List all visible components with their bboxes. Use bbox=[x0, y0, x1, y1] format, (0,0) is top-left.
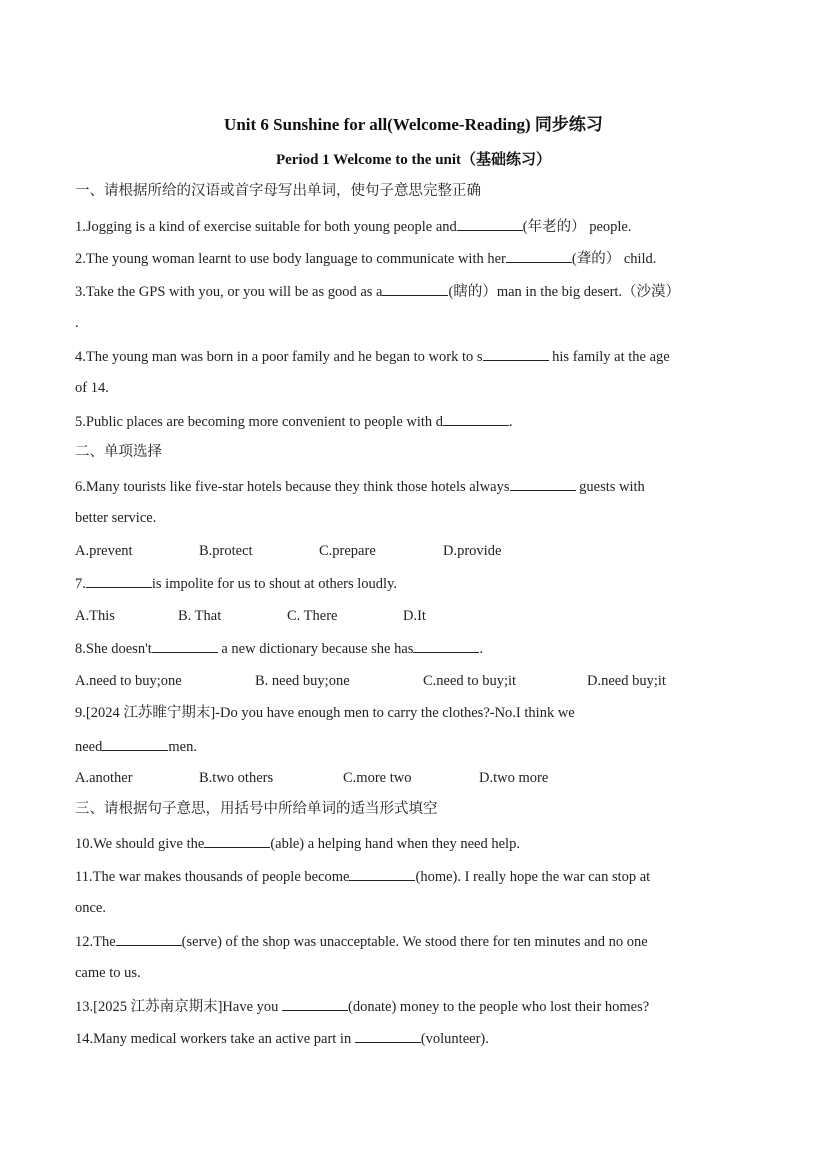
question-14: 14.Many medical workers take an active part in (volunteer). bbox=[75, 1028, 489, 1049]
question-11: 11.The war makes thousands of people become (home). I really hope the war can stop at bbox=[75, 866, 650, 887]
question-12: 12.The (serve) of the shop was unacceptable. We stood there for ten minutes and no one bbox=[75, 931, 648, 952]
answer-blank[interactable] bbox=[204, 833, 270, 848]
option-c[interactable]: C.need to buy;it bbox=[423, 673, 517, 689]
answer-blank[interactable] bbox=[506, 248, 572, 263]
question-6-wrap: better service. bbox=[75, 510, 157, 526]
question-3-wrap: . bbox=[75, 315, 79, 331]
question-1: 1.Jogging is a kind of exercise suitable for both young people and (年老的） people. bbox=[75, 216, 632, 237]
question-5: 5.Public places are becoming more convenient to people with d . bbox=[75, 411, 513, 432]
option-c[interactable]: C. There bbox=[287, 608, 338, 624]
question-4: 4.The young man was born in a poor family and he began to work to s his family at the age bbox=[75, 346, 670, 367]
page-subtitle: Period 1 Welcome to the unit（基础练习） bbox=[275, 152, 552, 168]
section-heading-3: 三、请根据句子意思，用括号中所给单词的适当形式填空 bbox=[75, 801, 438, 817]
section-heading-2: 二、单项选择 bbox=[75, 444, 162, 460]
answer-blank[interactable] bbox=[510, 476, 576, 491]
option-a[interactable]: A.need to buy;one bbox=[75, 673, 182, 689]
answer-blank[interactable] bbox=[86, 573, 152, 588]
question-2: 2.The young woman learnt to use body language to communicate with her (聋的） child. bbox=[75, 248, 656, 269]
option-c[interactable]: C.more two bbox=[343, 770, 412, 786]
option-d[interactable]: D.provide bbox=[443, 543, 502, 559]
answer-blank[interactable] bbox=[349, 866, 415, 881]
question-4-wrap: of 14. bbox=[75, 380, 109, 396]
answer-blank[interactable] bbox=[483, 346, 549, 361]
option-b[interactable]: B.protect bbox=[199, 543, 253, 559]
option-d[interactable]: D.need buy;it bbox=[587, 673, 666, 689]
answer-blank[interactable] bbox=[282, 996, 348, 1011]
option-a[interactable]: A.prevent bbox=[75, 543, 133, 559]
option-d[interactable]: D.It bbox=[403, 608, 426, 624]
question-12-wrap: came to us. bbox=[75, 965, 141, 981]
section-heading-1: 一、请根据所给的汉语或首字母写出单词，使句子意思完整正确 bbox=[75, 183, 481, 199]
page-title: Unit 6 Sunshine for all(Welcome-Reading) 同步练习 bbox=[224, 115, 603, 134]
question-3: 3.Take the GPS with you, or you will be as good as a (瞎的）man in the big desert.（沙漠） bbox=[75, 281, 680, 302]
option-a[interactable]: A.This bbox=[75, 608, 115, 624]
question-10: 10.We should give the (able) a helping hand when they need help. bbox=[75, 833, 520, 854]
question-6: 6.Many tourists like five-star hotels because they think those hotels always guests with bbox=[75, 476, 645, 497]
option-b[interactable]: B.two others bbox=[199, 770, 274, 786]
answer-blank[interactable] bbox=[413, 638, 479, 653]
answer-blank[interactable] bbox=[116, 931, 182, 946]
option-c[interactable]: C.prepare bbox=[319, 543, 376, 559]
question-9-wrap: need men. bbox=[75, 736, 197, 757]
question-8: 8.She doesn't a new dictionary because she has . bbox=[75, 638, 483, 659]
answer-blank[interactable] bbox=[443, 411, 509, 426]
option-d[interactable]: D.two more bbox=[479, 770, 549, 786]
answer-blank[interactable] bbox=[457, 216, 523, 231]
answer-blank[interactable] bbox=[355, 1028, 421, 1043]
option-b[interactable]: B. need buy;one bbox=[255, 673, 350, 689]
question-13: 13.[2025 江苏南京期末]Have you (donate) money to the people who lost their homes? bbox=[75, 996, 649, 1017]
answer-blank[interactable] bbox=[102, 736, 168, 751]
question-11-wrap: once. bbox=[75, 900, 106, 916]
question-9: 9.[2024 江苏睢宁期末]-Do you have enough men to carry the clothes?-No.I think we bbox=[75, 705, 575, 721]
option-b[interactable]: B. That bbox=[178, 608, 222, 624]
question-7: 7. is impolite for us to shout at others loudly. bbox=[75, 573, 397, 594]
answer-blank[interactable] bbox=[382, 281, 448, 296]
option-a[interactable]: A.another bbox=[75, 770, 133, 786]
answer-blank[interactable] bbox=[152, 638, 218, 653]
